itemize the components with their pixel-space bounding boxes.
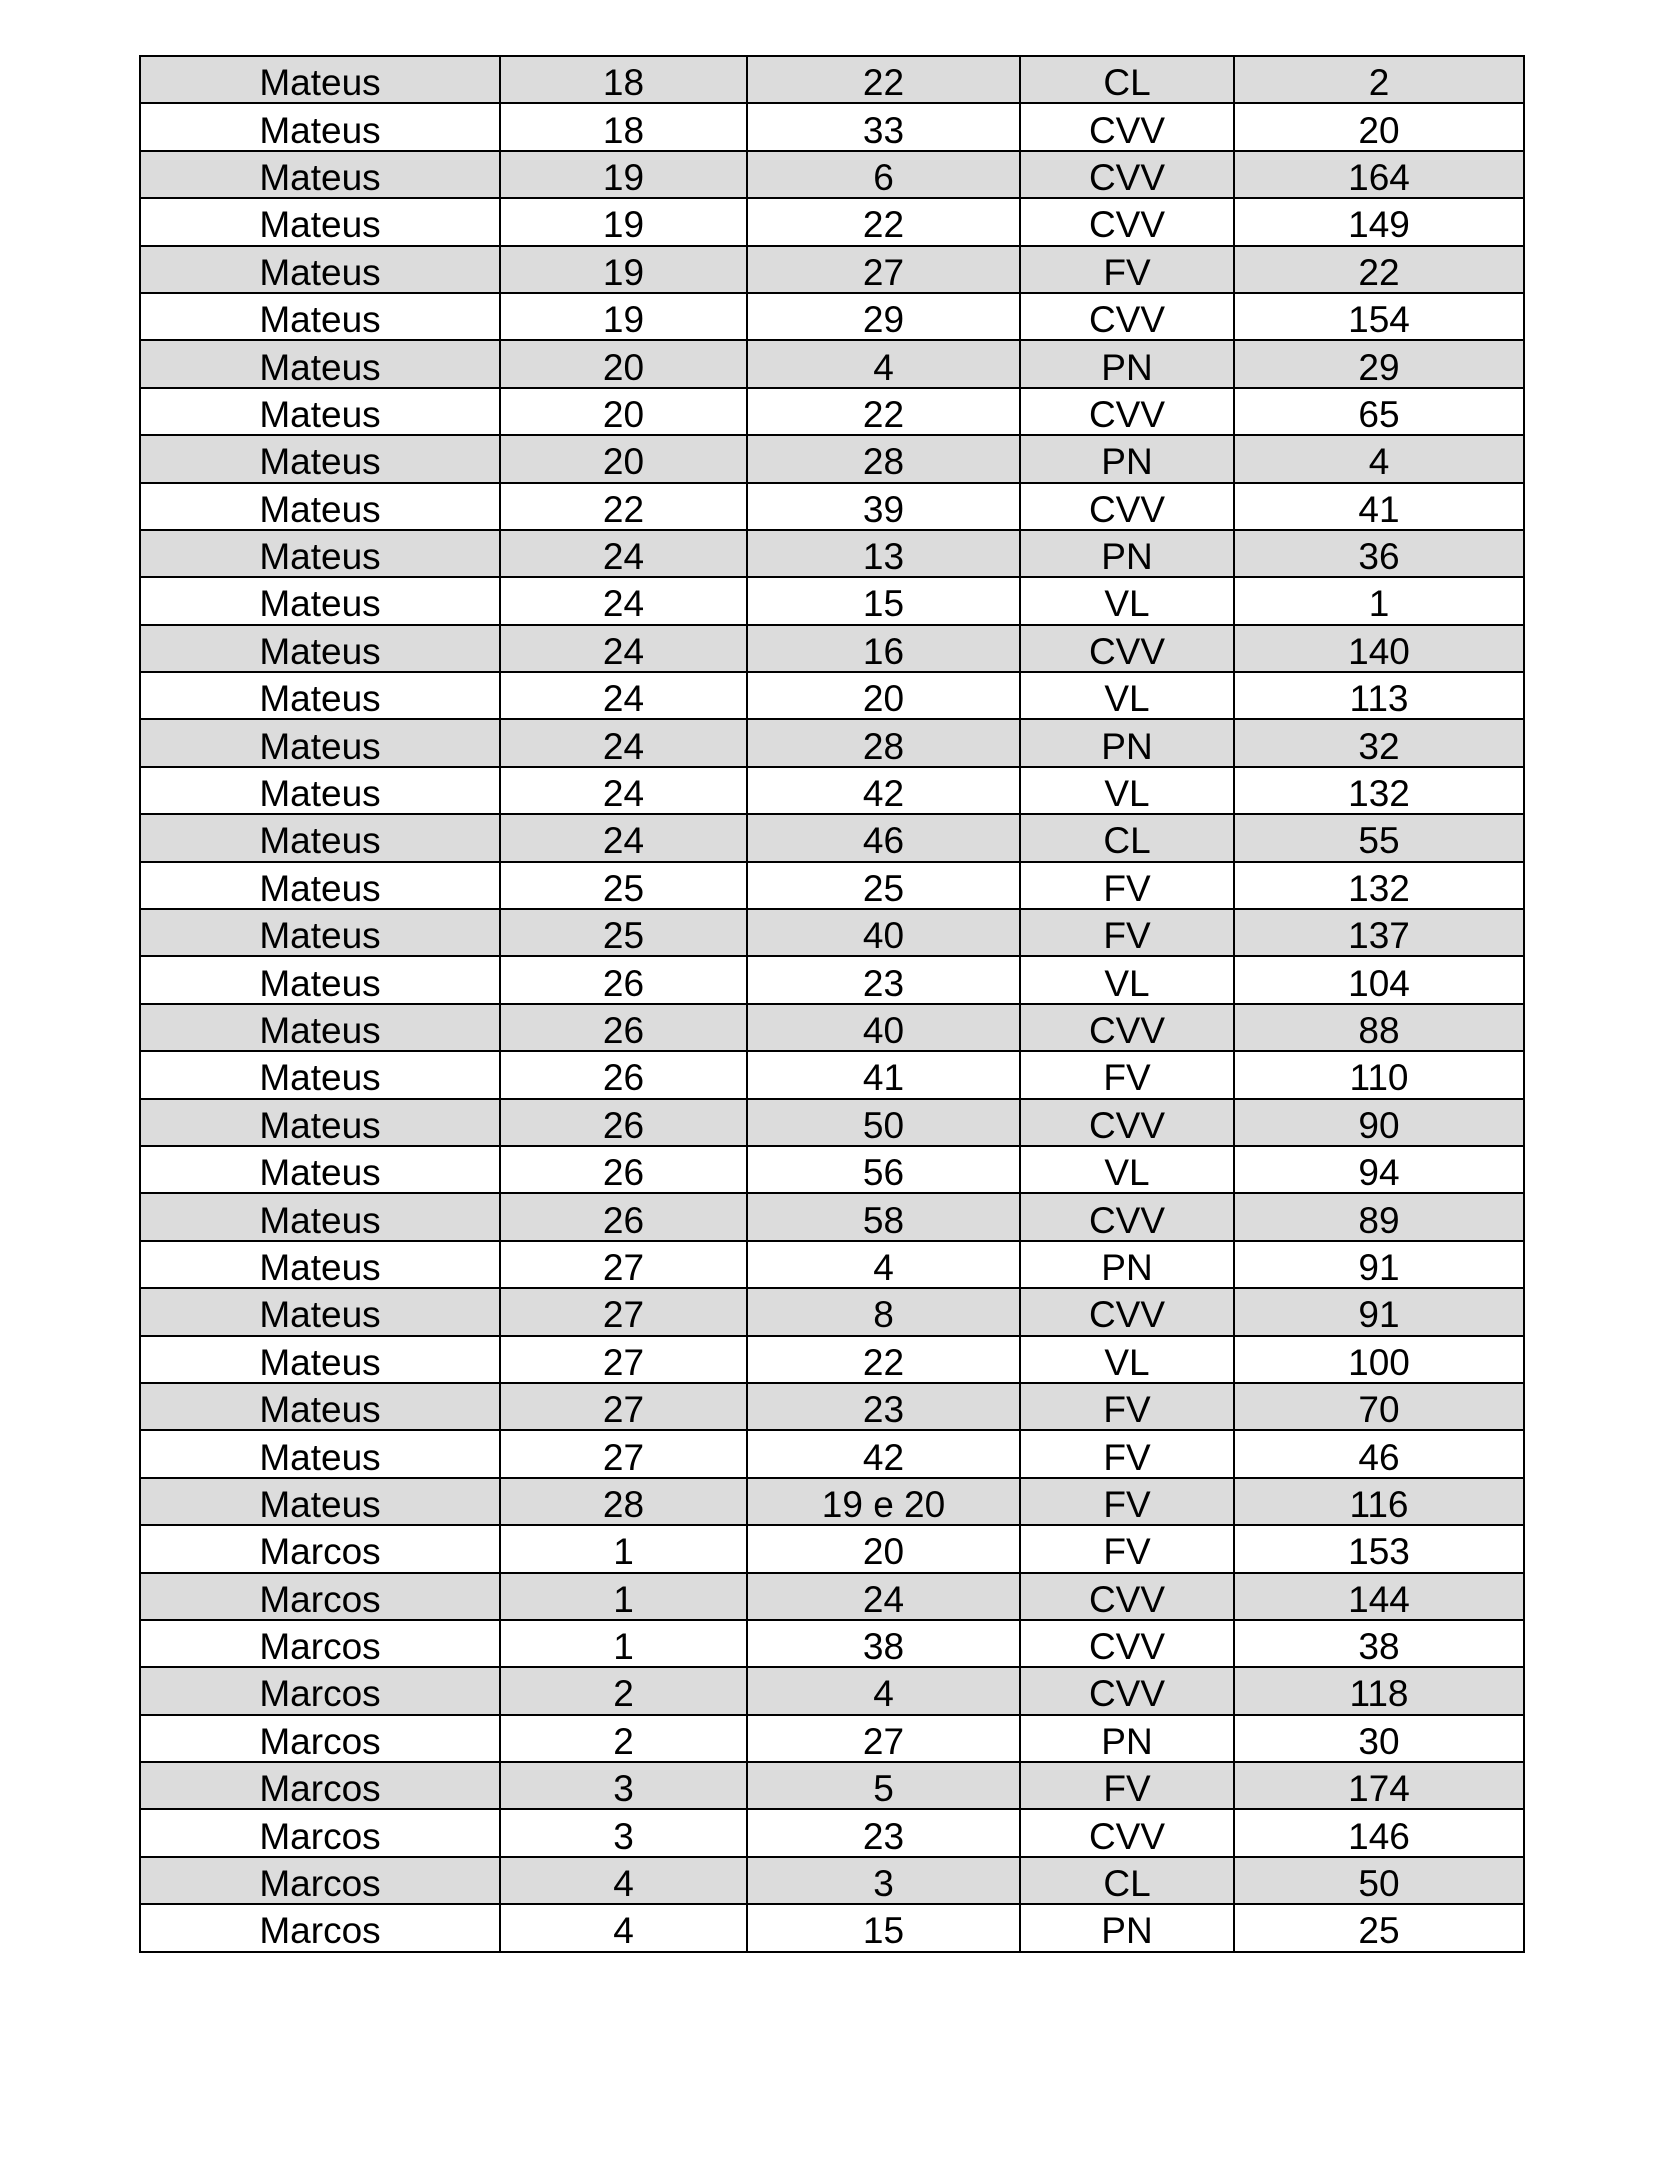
chapter-cell: 25 [500,909,747,956]
book-cell: Marcos [140,1525,500,1572]
table-row [140,719,1524,766]
book-cell: Mateus [140,862,500,909]
book-cell: Mateus [140,1099,500,1146]
verse-cell: 42 [747,1430,1020,1477]
chapter-cell: 27 [500,1383,747,1430]
book-cell: Mateus [140,340,500,387]
book-cell: Mateus [140,672,500,719]
book-cell: Mateus [140,1383,500,1430]
table-row [140,246,1524,293]
chapter-cell: 24 [500,530,747,577]
verse-cell: 58 [747,1193,1020,1240]
chapter-cell: 26 [500,1146,747,1193]
table-body [140,56,1524,1952]
chapter-cell: 18 [500,56,747,103]
table-row [140,1288,1524,1335]
book-cell: Marcos [140,1573,500,1620]
chapter-cell: 24 [500,672,747,719]
chapter-cell: 20 [500,435,747,482]
verse-cell: 27 [747,1715,1020,1762]
verse-cell: 27 [747,246,1020,293]
book-cell: Marcos [140,1620,500,1667]
table-row [140,1809,1524,1856]
book-cell: Mateus [140,388,500,435]
book-cell: Mateus [140,151,500,198]
chapter-cell: 1 [500,1620,747,1667]
verse-cell: 13 [747,530,1020,577]
number-cell: 38 [1234,1620,1524,1667]
book-cell: Mateus [140,814,500,861]
category-cell: CVV [1020,1004,1234,1051]
table-row [140,814,1524,861]
category-cell: VL [1020,577,1234,624]
verse-cell: 5 [747,1762,1020,1809]
chapter-cell: 18 [500,103,747,150]
verse-cell: 46 [747,814,1020,861]
book-cell: Mateus [140,719,500,766]
book-cell: Mateus [140,1051,500,1098]
verse-cell: 50 [747,1099,1020,1146]
number-cell: 22 [1234,246,1524,293]
category-cell: PN [1020,1241,1234,1288]
number-cell: 113 [1234,672,1524,719]
book-cell: Mateus [140,767,500,814]
number-cell: 1 [1234,577,1524,624]
verse-cell: 23 [747,1809,1020,1856]
number-cell: 132 [1234,862,1524,909]
book-cell: Mateus [140,1336,500,1383]
table-row [140,530,1524,577]
verse-cell: 40 [747,909,1020,956]
chapter-cell: 4 [500,1904,747,1951]
number-cell: 153 [1234,1525,1524,1572]
number-cell: 88 [1234,1004,1524,1051]
verse-cell: 3 [747,1857,1020,1904]
category-cell: PN [1020,1904,1234,1951]
chapter-cell: 2 [500,1715,747,1762]
verse-cell: 23 [747,1383,1020,1430]
verse-cell: 23 [747,956,1020,1003]
book-cell: Mateus [140,1288,500,1335]
number-cell: 20 [1234,103,1524,150]
number-cell: 104 [1234,956,1524,1003]
verse-cell: 20 [747,672,1020,719]
table-row [140,1762,1524,1809]
table-row [140,672,1524,719]
number-cell: 36 [1234,530,1524,577]
verse-cell: 28 [747,435,1020,482]
number-cell: 32 [1234,719,1524,766]
book-cell: Mateus [140,577,500,624]
number-cell: 2 [1234,56,1524,103]
chapter-cell: 26 [500,1099,747,1146]
chapter-cell: 28 [500,1478,747,1525]
chapter-cell: 27 [500,1336,747,1383]
category-cell: PN [1020,340,1234,387]
verse-cell: 15 [747,1904,1020,1951]
table-row [140,1573,1524,1620]
book-cell: Mateus [140,1193,500,1240]
table-row [140,1667,1524,1714]
category-cell: CVV [1020,625,1234,672]
table-row [140,1336,1524,1383]
chapter-cell: 24 [500,814,747,861]
category-cell: CVV [1020,1573,1234,1620]
verse-cell: 22 [747,56,1020,103]
verse-cell: 40 [747,1004,1020,1051]
table-row [140,1383,1524,1430]
chapter-cell: 20 [500,388,747,435]
number-cell: 100 [1234,1336,1524,1383]
category-cell: CL [1020,814,1234,861]
category-cell: VL [1020,956,1234,1003]
category-cell: CVV [1020,293,1234,340]
table-row [140,1478,1524,1525]
chapter-cell: 3 [500,1809,747,1856]
chapter-cell: 4 [500,1857,747,1904]
number-cell: 29 [1234,340,1524,387]
book-cell: Mateus [140,1241,500,1288]
number-cell: 110 [1234,1051,1524,1098]
chapter-cell: 27 [500,1430,747,1477]
verse-cell: 56 [747,1146,1020,1193]
number-cell: 89 [1234,1193,1524,1240]
chapter-cell: 22 [500,483,747,530]
table-row [140,1146,1524,1193]
book-cell: Mateus [140,435,500,482]
book-cell: Mateus [140,530,500,577]
table-row [140,103,1524,150]
category-cell: PN [1020,435,1234,482]
table-row [140,1241,1524,1288]
book-cell: Mateus [140,625,500,672]
verse-cell: 22 [747,198,1020,245]
book-cell: Mateus [140,198,500,245]
category-cell: CVV [1020,388,1234,435]
book-cell: Marcos [140,1809,500,1856]
category-cell: FV [1020,1383,1234,1430]
table-row [140,1099,1524,1146]
verse-cell: 15 [747,577,1020,624]
verse-cell: 4 [747,1241,1020,1288]
book-cell: Marcos [140,1667,500,1714]
table-row [140,909,1524,956]
number-cell: 144 [1234,1573,1524,1620]
category-cell: CVV [1020,1193,1234,1240]
verse-cell: 41 [747,1051,1020,1098]
category-cell: FV [1020,909,1234,956]
table-row [140,1430,1524,1477]
table-row [140,767,1524,814]
chapter-cell: 19 [500,246,747,293]
category-cell: CVV [1020,103,1234,150]
number-cell: 25 [1234,1904,1524,1951]
category-cell: CVV [1020,483,1234,530]
chapter-cell: 26 [500,1193,747,1240]
book-cell: Marcos [140,1904,500,1951]
category-cell: PN [1020,719,1234,766]
verse-cell: 39 [747,483,1020,530]
verse-cell: 38 [747,1620,1020,1667]
book-cell: Mateus [140,56,500,103]
number-cell: 146 [1234,1809,1524,1856]
chapter-cell: 27 [500,1288,747,1335]
number-cell: 140 [1234,625,1524,672]
number-cell: 91 [1234,1288,1524,1335]
table-row [140,56,1524,103]
number-cell: 116 [1234,1478,1524,1525]
table-row [140,1715,1524,1762]
table-row [140,151,1524,198]
number-cell: 154 [1234,293,1524,340]
book-cell: Mateus [140,246,500,293]
verse-cell: 4 [747,1667,1020,1714]
category-cell: CVV [1020,1099,1234,1146]
chapter-cell: 20 [500,340,747,387]
book-cell: Mateus [140,1146,500,1193]
chapter-cell: 24 [500,625,747,672]
number-cell: 94 [1234,1146,1524,1193]
chapter-cell: 1 [500,1525,747,1572]
number-cell: 118 [1234,1667,1524,1714]
verse-cell: 16 [747,625,1020,672]
book-cell: Marcos [140,1715,500,1762]
verse-cell: 24 [747,1573,1020,1620]
number-cell: 4 [1234,435,1524,482]
book-cell: Mateus [140,1430,500,1477]
table-row [140,435,1524,482]
book-cell: Marcos [140,1857,500,1904]
category-cell: PN [1020,530,1234,577]
category-cell: CVV [1020,198,1234,245]
book-cell: Marcos [140,1762,500,1809]
book-cell: Mateus [140,909,500,956]
number-cell: 149 [1234,198,1524,245]
book-cell: Mateus [140,293,500,340]
chapter-cell: 27 [500,1241,747,1288]
number-cell: 41 [1234,483,1524,530]
chapter-cell: 19 [500,293,747,340]
category-cell: CVV [1020,151,1234,198]
book-cell: Mateus [140,1004,500,1051]
data-table [139,55,1525,1953]
category-cell: CL [1020,1857,1234,1904]
table-row [140,198,1524,245]
category-cell: CL [1020,56,1234,103]
book-cell: Mateus [140,956,500,1003]
table-row [140,483,1524,530]
verse-cell: 20 [747,1525,1020,1572]
table-row [140,388,1524,435]
verse-cell: 8 [747,1288,1020,1335]
category-cell: VL [1020,672,1234,719]
table-row [140,577,1524,624]
number-cell: 91 [1234,1241,1524,1288]
number-cell: 55 [1234,814,1524,861]
number-cell: 174 [1234,1762,1524,1809]
category-cell: FV [1020,1051,1234,1098]
table-row [140,340,1524,387]
number-cell: 164 [1234,151,1524,198]
number-cell: 50 [1234,1857,1524,1904]
number-cell: 65 [1234,388,1524,435]
book-cell: Mateus [140,483,500,530]
category-cell: VL [1020,767,1234,814]
category-cell: FV [1020,1478,1234,1525]
category-cell: CVV [1020,1620,1234,1667]
category-cell: FV [1020,1430,1234,1477]
number-cell: 46 [1234,1430,1524,1477]
chapter-cell: 3 [500,1762,747,1809]
number-cell: 30 [1234,1715,1524,1762]
chapter-cell: 19 [500,151,747,198]
category-cell: FV [1020,1525,1234,1572]
number-cell: 70 [1234,1383,1524,1430]
verse-cell: 6 [747,151,1020,198]
table-row [140,1525,1524,1572]
category-cell: CVV [1020,1288,1234,1335]
chapter-cell: 26 [500,956,747,1003]
table-row [140,625,1524,672]
number-cell: 132 [1234,767,1524,814]
table-row [140,1620,1524,1667]
verse-cell: 42 [747,767,1020,814]
verse-cell: 22 [747,1336,1020,1383]
chapter-cell: 2 [500,1667,747,1714]
table-row [140,1004,1524,1051]
category-cell: CVV [1020,1667,1234,1714]
verse-cell: 22 [747,388,1020,435]
category-cell: PN [1020,1715,1234,1762]
table-row [140,1857,1524,1904]
chapter-cell: 26 [500,1051,747,1098]
table-row [140,1193,1524,1240]
verse-cell: 29 [747,293,1020,340]
chapter-cell: 25 [500,862,747,909]
chapter-cell: 19 [500,198,747,245]
table-row [140,956,1524,1003]
number-cell: 90 [1234,1099,1524,1146]
category-cell: FV [1020,246,1234,293]
chapter-cell: 24 [500,767,747,814]
chapter-cell: 24 [500,719,747,766]
chapter-cell: 26 [500,1004,747,1051]
category-cell: VL [1020,1336,1234,1383]
category-cell: FV [1020,1762,1234,1809]
table-row [140,293,1524,340]
table-row [140,862,1524,909]
verse-cell: 33 [747,103,1020,150]
verse-cell: 19 e 20 [747,1478,1020,1525]
verse-cell: 28 [747,719,1020,766]
verse-cell: 4 [747,340,1020,387]
number-cell: 137 [1234,909,1524,956]
chapter-cell: 1 [500,1573,747,1620]
table-row [140,1051,1524,1098]
category-cell: VL [1020,1146,1234,1193]
chapter-cell: 24 [500,577,747,624]
book-cell: Mateus [140,1478,500,1525]
book-cell: Mateus [140,103,500,150]
category-cell: FV [1020,862,1234,909]
category-cell: CVV [1020,1809,1234,1856]
table-row [140,1904,1524,1951]
verse-cell: 25 [747,862,1020,909]
